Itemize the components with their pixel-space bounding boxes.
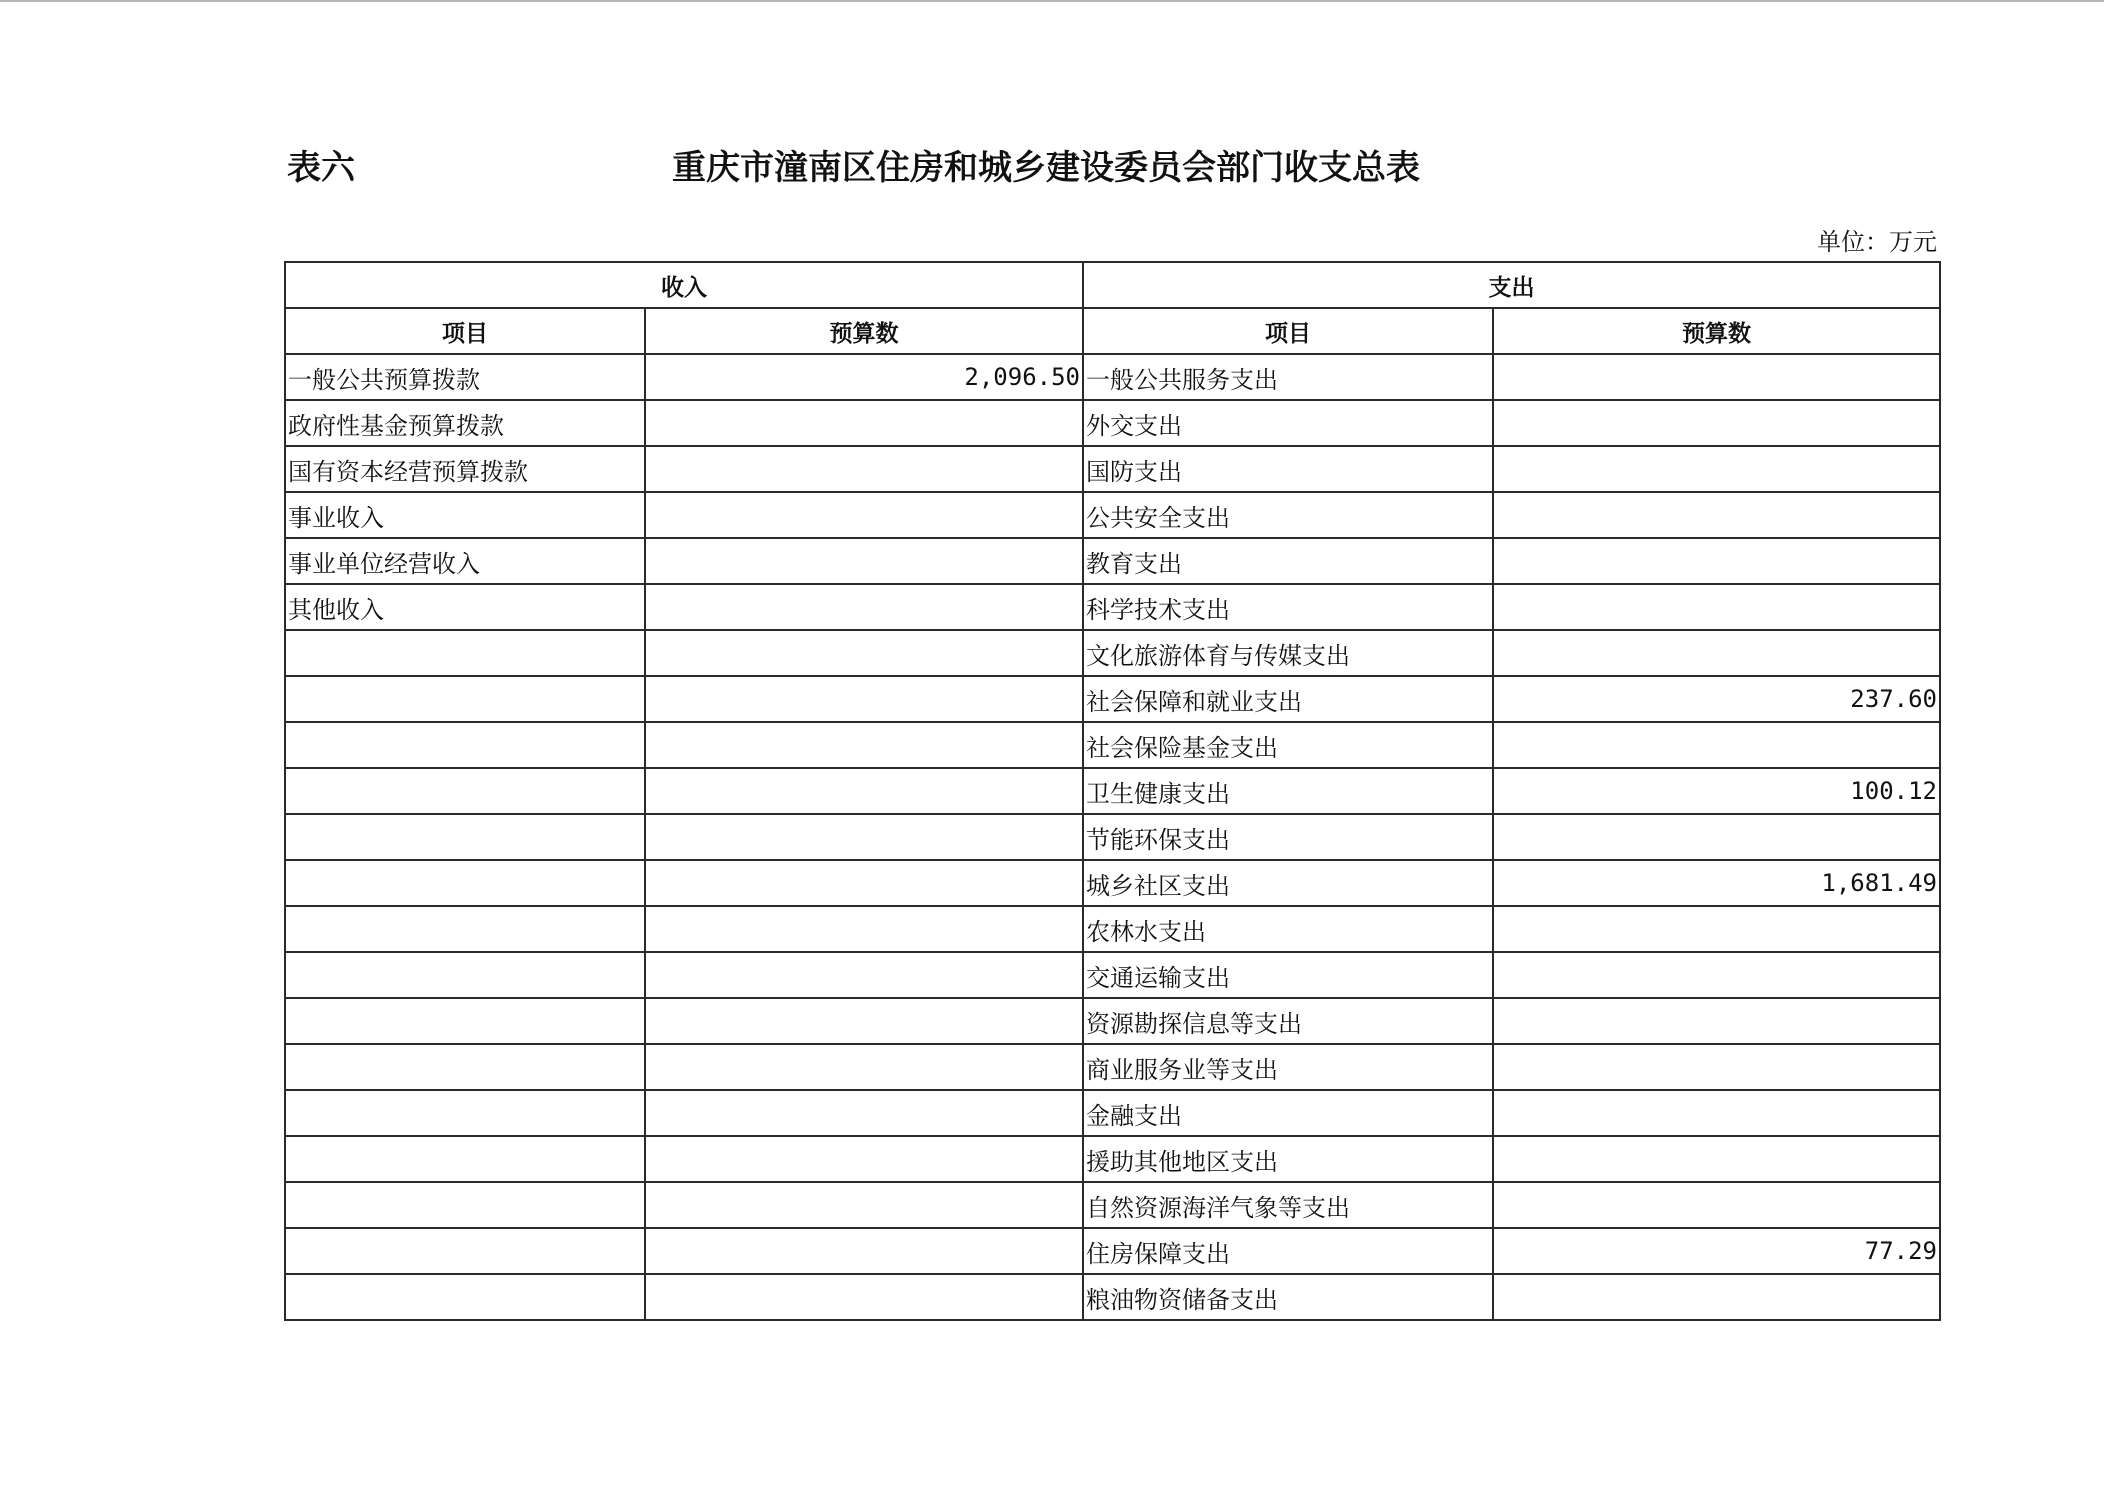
table-row [285,1044,1940,1090]
expense-amount-cell [1493,814,1940,860]
expense-item-cell: 社会保险基金支出 [1083,722,1493,768]
income-item-cell [285,1044,645,1090]
income-amount-cell [645,814,1083,860]
table-row [285,1090,1940,1136]
table-row [285,1182,1940,1228]
income-item-cell: 政府性基金预算拨款 [285,400,645,446]
income-amount-cell [645,446,1083,492]
income-budget-header: 预算数 [645,308,1083,354]
expense-item-cell: 援助其他地区支出 [1083,1136,1493,1182]
expense-item-cell: 粮油物资储备支出 [1083,1274,1493,1320]
income-item-header: 项目 [285,308,645,354]
expense-item-cell: 国防支出 [1083,446,1493,492]
expense-amount-cell [1493,1044,1940,1090]
income-amount-cell [645,492,1083,538]
income-item-cell: 一般公共预算拨款 [285,354,645,400]
income-item-cell [285,676,645,722]
expense-amount-cell [1493,446,1940,492]
income-item-cell [285,1274,645,1320]
table-row [285,768,1940,814]
table-row [285,860,1940,906]
table-header [285,262,1940,354]
income-amount-cell [645,1136,1083,1182]
income-item-cell [285,1228,645,1274]
income-amount-cell [645,1090,1083,1136]
income-item-cell: 事业单位经营收入 [285,538,645,584]
income-item-cell [285,860,645,906]
expense-budget-header: 预算数 [1493,308,1940,354]
expense-amount-cell [1493,584,1940,630]
income-item-cell [285,1136,645,1182]
expense-amount-cell [1493,722,1940,768]
table-row [285,676,1940,722]
income-amount-cell [645,952,1083,998]
expense-item-cell: 科学技术支出 [1083,584,1493,630]
income-header: 收入 [285,262,1083,308]
unit-label: 单位：万元 [1817,228,1937,256]
table-row [285,1274,1940,1320]
page-title: 重庆市潼南区住房和城乡建设委员会部门收支总表 [672,148,1420,188]
budget-table [284,261,1941,1321]
table-row [285,814,1940,860]
table-row [285,722,1940,768]
expense-item-cell: 资源勘探信息等支出 [1083,998,1493,1044]
table-row [285,584,1940,630]
income-item-cell [285,814,645,860]
table-number: 表六 [287,148,355,188]
expense-item-cell: 金融支出 [1083,1090,1493,1136]
table-row [285,400,1940,446]
expense-item-cell: 卫生健康支出 [1083,768,1493,814]
expense-item-cell: 节能环保支出 [1083,814,1493,860]
page-top-rule [0,0,2104,2]
expense-item-cell: 商业服务业等支出 [1083,1044,1493,1090]
expense-amount-cell [1493,400,1940,446]
income-item-cell [285,1182,645,1228]
expense-item-cell: 自然资源海洋气象等支出 [1083,1182,1493,1228]
expense-amount-cell: 77.29 [1493,1228,1940,1274]
income-item-cell: 国有资本经营预算拨款 [285,446,645,492]
income-amount-cell [645,400,1083,446]
expense-item-cell: 一般公共服务支出 [1083,354,1493,400]
table-row [285,492,1940,538]
income-item-cell [285,952,645,998]
expense-amount-cell [1493,1090,1940,1136]
expense-amount-cell: 100.12 [1493,768,1940,814]
income-item-cell [285,768,645,814]
expense-item-cell: 教育支出 [1083,538,1493,584]
header-column-row [285,308,1940,354]
expense-amount-cell [1493,906,1940,952]
expense-amount-cell [1493,1274,1940,1320]
table-body [285,354,1940,1320]
income-amount-cell [645,676,1083,722]
expense-item-cell: 住房保障支出 [1083,1228,1493,1274]
income-item-cell [285,722,645,768]
header-group-row [285,262,1940,308]
table-row [285,906,1940,952]
expense-item-cell: 社会保障和就业支出 [1083,676,1493,722]
income-item-cell [285,998,645,1044]
income-amount-cell [645,1044,1083,1090]
expense-item-cell: 公共安全支出 [1083,492,1493,538]
expense-item-cell: 农林水支出 [1083,906,1493,952]
income-item-cell [285,630,645,676]
expense-item-cell: 交通运输支出 [1083,952,1493,998]
income-amount-cell [645,630,1083,676]
income-amount-cell [645,722,1083,768]
expense-amount-cell [1493,354,1940,400]
income-amount-cell [645,1274,1083,1320]
expense-amount-cell [1493,538,1940,584]
table-row [285,952,1940,998]
income-amount-cell [645,998,1083,1044]
table-row [285,1136,1940,1182]
table-row [285,354,1940,400]
expense-amount-cell [1493,492,1940,538]
expense-amount-cell: 1,681.49 [1493,860,1940,906]
income-amount-cell [645,1228,1083,1274]
income-amount-cell [645,768,1083,814]
table-row [285,630,1940,676]
expense-item-header: 项目 [1083,308,1493,354]
expense-item-cell: 城乡社区支出 [1083,860,1493,906]
expense-amount-cell [1493,630,1940,676]
income-item-cell: 事业收入 [285,492,645,538]
table-row [285,446,1940,492]
expense-item-cell: 文化旅游体育与传媒支出 [1083,630,1493,676]
income-item-cell: 其他收入 [285,584,645,630]
expense-amount-cell [1493,952,1940,998]
table-row [285,1228,1940,1274]
income-item-cell [285,906,645,952]
income-amount-cell [645,584,1083,630]
expense-amount-cell: 237.60 [1493,676,1940,722]
table-row [285,998,1940,1044]
expense-amount-cell [1493,1182,1940,1228]
expense-item-cell: 外交支出 [1083,400,1493,446]
income-amount-cell [645,1182,1083,1228]
table-row [285,538,1940,584]
expense-amount-cell [1493,1136,1940,1182]
expense-amount-cell [1493,998,1940,1044]
income-amount-cell [645,906,1083,952]
income-amount-cell [645,538,1083,584]
income-item-cell [285,1090,645,1136]
income-amount-cell [645,860,1083,906]
expense-header: 支出 [1083,262,1940,308]
income-amount-cell: 2,096.50 [645,354,1083,400]
